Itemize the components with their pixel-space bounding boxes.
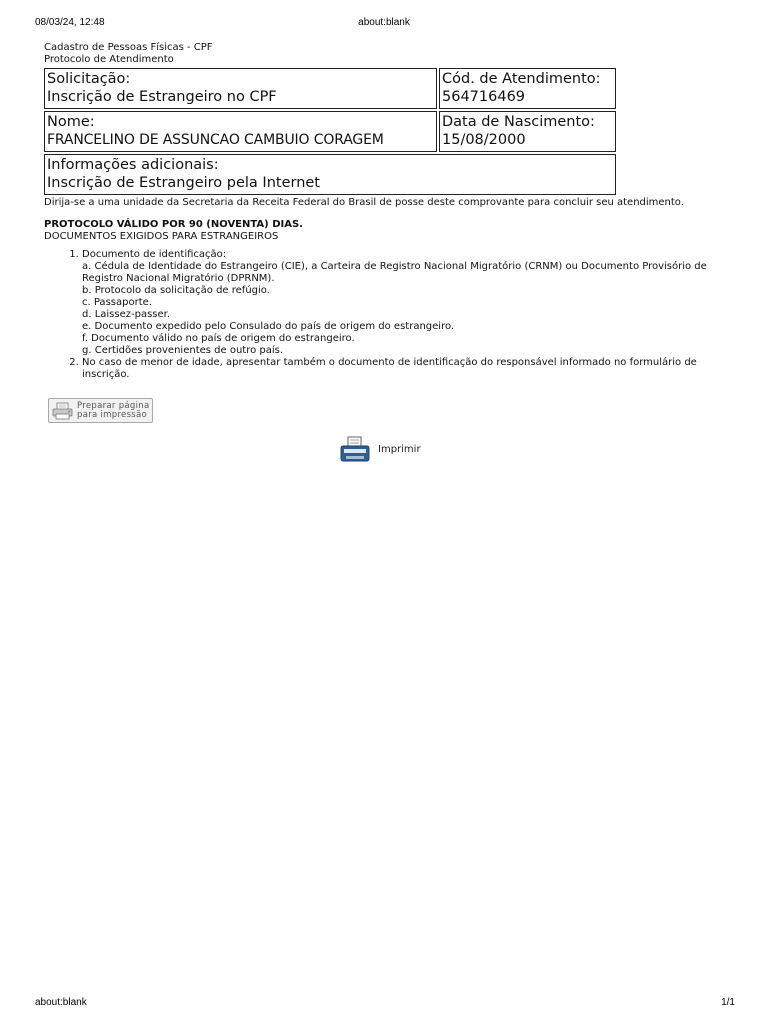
solicitacao-box [44, 68, 437, 109]
print-footer [0, 997, 768, 1011]
docs-item1-sub-e: e. Documento expedido pelo Consulado do país de origem do estrangeiro. [82, 321, 455, 332]
nome-value: FRANCELINO DE ASSUNCAO CAMBUIO CORAGEM [47, 132, 384, 148]
docs-item1-sub-d: d. Laissez-passer. [82, 309, 171, 320]
docs-item1-sub-g: g. Certidões provenientes de outro país. [82, 345, 284, 356]
print-button[interactable] [340, 435, 430, 463]
prepare-print-label-line1: Preparar página [77, 400, 150, 411]
prepare-print-label-line2: para impressão [77, 409, 148, 420]
codigo-label: Cód. de Atendimento: [442, 71, 601, 87]
list-item [82, 357, 734, 381]
nascimento-value: 15/08/2000 [442, 132, 526, 148]
docs-item1-sub-b: b. Protocolo da solicitação de refúgio. [82, 285, 270, 296]
footer-page-number: 1/1 [721, 997, 735, 1008]
protocol-content [44, 42, 734, 381]
info-value: Inscrição de Estrangeiro pela Internet [47, 175, 320, 191]
prepare-print-button[interactable] [48, 398, 153, 423]
row-solicitacao [44, 68, 734, 109]
row-nome [44, 111, 734, 152]
notice-text: Dirija-se a uma unidade da Secretaria da Receita Federal do Brasil de posse deste comprovante para concluir seu atendimento. [44, 197, 684, 208]
printer-icon [340, 436, 370, 463]
nascimento-box [439, 111, 616, 152]
prepare-print-label [77, 402, 149, 420]
nascimento-label: Data de Nascimento: [442, 114, 595, 130]
docs-item1-title: 1. Documento de identificação: [82, 249, 227, 260]
info-box [44, 154, 616, 195]
printer-page-icon [52, 402, 74, 420]
print-header [0, 17, 768, 31]
docs-item1-sub-f: f. Documento válido no país de origem do estrangeiro. [82, 333, 355, 344]
document-header [44, 42, 734, 66]
docs-list [44, 249, 734, 381]
validity-text: PROTOCOLO VÁLIDO POR 90 (NOVENTA) DIAS. [44, 219, 303, 230]
list-item [82, 249, 734, 357]
solicitacao-value: Inscrição de Estrangeiro no CPF [47, 89, 277, 105]
document-title: Cadastro de Pessoas Físicas - CPF [44, 42, 213, 53]
info-label: Informações adicionais: [47, 157, 219, 173]
docs-item1-sub-a: a. Cédula de Identidade do Estrangeiro (CIE), a Carteira de Registro Nacional Migratório (CRNM) ou Documento Provisório de Registro Nacional Migratório (DPRNM). [82, 261, 707, 284]
nome-label: Nome: [47, 114, 95, 130]
print-label: Imprimir [378, 443, 421, 455]
codigo-value: 564716469 [442, 89, 526, 105]
docs-item1-sub-c: c. Passaporte. [82, 297, 152, 308]
print-date: 08/03/24, 12:48 [35, 17, 105, 28]
codigo-box [439, 68, 616, 109]
row-info [44, 154, 734, 195]
footer-url: about:blank [35, 997, 87, 1008]
nome-box [44, 111, 437, 152]
docs-item2: No caso de menor de idade, apresentar também o documento de identificação do responsável informado no formulário de inscrição. [82, 357, 697, 380]
docs-title: DOCUMENTOS EXIGIDOS PARA ESTRANGEIROS [44, 231, 279, 242]
solicitacao-label: Solicitação: [47, 71, 131, 87]
print-title: about:blank [358, 17, 410, 28]
document-subtitle: Protocolo de Atendimento [44, 54, 174, 65]
